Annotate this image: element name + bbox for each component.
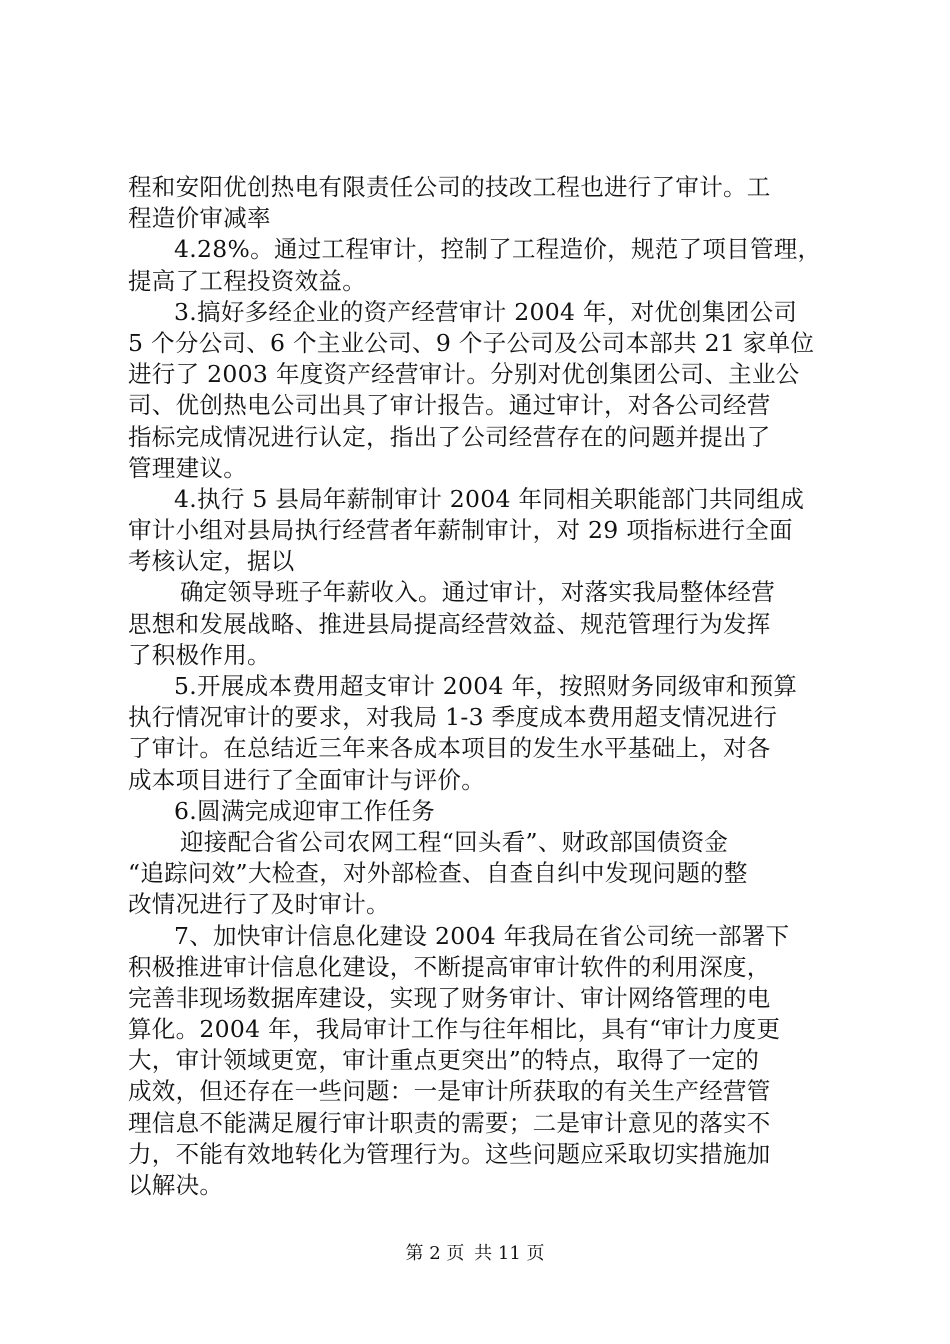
text-line: “追踪问效”大检查，对外部检查、自查自纠中发现问题的整 (128, 859, 748, 888)
text-line: 程和安阳优创热电有限责任公司的技改工程也进行了审计。工 (128, 173, 771, 201)
text-line: 成效，但还存在一些问题：一是审计所获取的有关生产经营管 (128, 1077, 771, 1106)
text-line: 积极推进审计信息化建设，不断提高审审计软件的利用深度， (128, 952, 771, 981)
text-line: 3.搞好多经企业的资产经营审计 2004 年，对优创集团公司 (174, 297, 798, 326)
text-line: 执行情况审计的要求，对我局 1-3 季度成本费用超支情况进行 (128, 703, 778, 732)
text-line: 4.执行 5 县局年薪制审计 2004 年同相关职能部门共同组成 (174, 484, 805, 513)
page-number: 第 2 页 (405, 1243, 465, 1264)
text-line: 以解决。 (128, 1171, 224, 1199)
text-line: 7、加快审计信息化建设 2004 年我局在省公司统一部署下 (174, 921, 790, 950)
text-line: 算化。2004 年，我局审计工作与往年相比，具有“审计力度更 (128, 1015, 781, 1044)
text-line: 大，审计领域更宽，审计重点更突出”的特点，取得了一定的 (128, 1046, 760, 1075)
text-line: 司、优创热电公司出具了审计报告。通过审计，对各公司经营 (128, 391, 771, 420)
page-footer (0, 1243, 950, 1265)
text-line: 成本项目进行了全面审计与评价。 (128, 765, 485, 794)
text-line: 理信息不能满足履行审计职责的需要；二是审计意见的落实不 (128, 1108, 771, 1137)
text-line: 改情况进行了及时审计。 (128, 890, 390, 919)
text-line: 指标完成情况进行认定，指出了公司经营存在的问题并提出了 (128, 422, 771, 451)
text-line: 进行了 2003 年度资产经营审计。分别对优创集团公司、主业公 (128, 360, 800, 389)
text-line: 5 个分公司、6 个主业公司、9 个子公司及公司本部共 21 家单位 (128, 328, 815, 357)
text-line: 6.圆满完成迎审工作任务 (174, 796, 436, 825)
text-line: 审计小组对县局执行经营者年薪制审计，对 29 项指标进行全面 (128, 516, 793, 545)
text-line: 5.开展成本费用超支审计 2004 年，按照财务同级审和预算 (174, 672, 798, 700)
text-line: 4.28%。通过工程审计，控制了工程造价，规范了项目管理， (174, 235, 822, 264)
text-line: 管理建议。 (128, 453, 247, 482)
text-line: 完善非现场数据库建设，实现了财务审计、审计网络管理的电 (128, 983, 771, 1012)
document-body (128, 172, 832, 1201)
text-line: 了审计。在总结近三年来各成本项目的发生水平基础上，对各 (128, 734, 771, 763)
text-line: 考核认定，据以 (128, 547, 295, 576)
page-total: 共 11 页 (474, 1243, 545, 1264)
text-line: 程造价审减率 (128, 204, 271, 233)
text-line: 思想和发展战略、推进县局提高经营效益、规范管理行为发挥 (128, 609, 771, 638)
text-line: 了积极作用。 (128, 640, 271, 669)
text-line: 确定领导班子年薪收入。通过审计，对落实我局整体经营 (180, 578, 775, 607)
text-line: 提高了工程投资效益。 (128, 266, 366, 295)
text-line: 力，不能有效地转化为管理行为。这些问题应采取切实措施加 (128, 1139, 771, 1168)
text-line: 迎接配合省公司农网工程“回头看”、财政部国债资金 (180, 827, 729, 856)
